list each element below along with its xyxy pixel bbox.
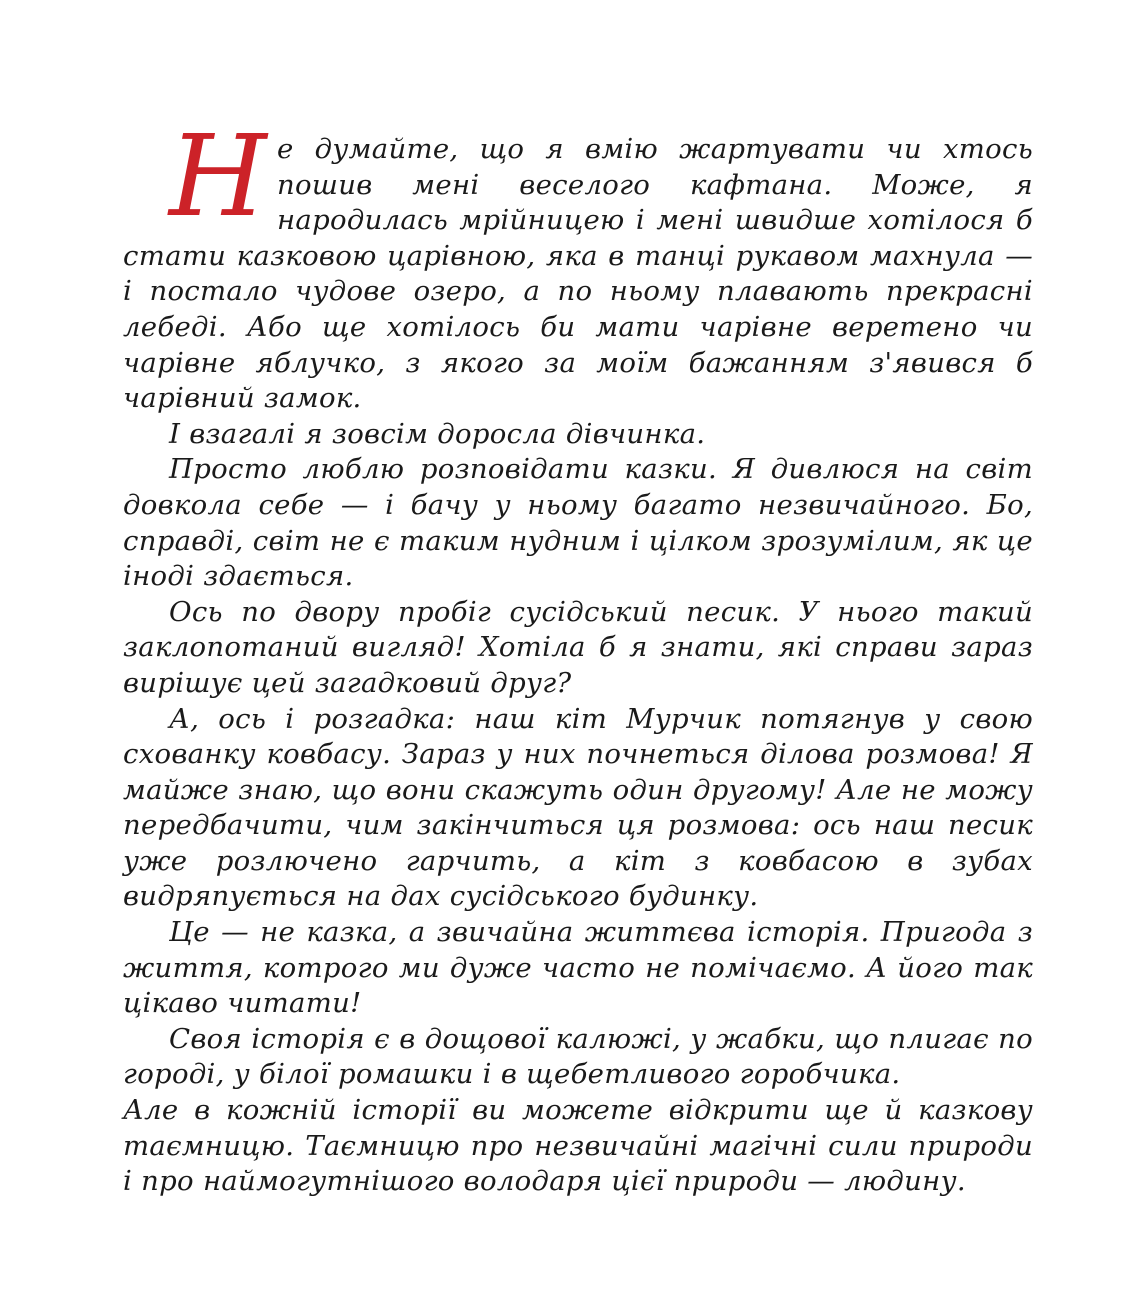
paragraph-1-text: е думайте, що я вмію жартувати чи хтось пошив мені веселого кафтана. Може, я народилась мрійницею і мені швидше хотілося б стати казковою царівною, яка в танці рукавом махнула — і постало чудове озеро, а по ньому плавають прекрасні лебеді. Або ще хотілось би мати чарівне веретено чи чарівне яблучко, з якого за моїм бажанням з'явився б чарівний замок. xyxy=(123,133,1033,415)
paragraph-8: Але в кожній історії ви можете відкрити ще й казкову таємницю. Таємницю про незвичайні магічні сили природи і про наймогутнішого володаря цієї природи — людину. xyxy=(123,1094,1033,1198)
paragraph-2: І взагалі я зовсім доросла дівчинка. xyxy=(169,417,706,450)
paragraph-7: Своя історія є в дощової калюжі, у жабки, що плигає по городі, у білої ромашки і в щебетливого горобчика. xyxy=(123,1022,1033,1091)
paragraph-4: Ось по двору пробіг сусідський песик. У нього такий заклопотаний вигляд! Хотіла б я знати, які справи зараз вирішує цей загадковий друг? xyxy=(123,595,1033,699)
paragraph-5: А, ось і розгадка: наш кіт Мурчик потягнув у свою схованку ковбасу. Зараз у них почнеться ділова розмова! Я майже знаю, що вони скажуть один другому! Але не можу передбачити, чим закінчиться ця розмова: ось наш песик уже розлючено гарчить, а кіт з ковбасою в зубах видряпується на дах сусідського будинку. xyxy=(123,702,1033,913)
paragraph-6: Це — не казка, а звичайна життєва історія. Пригода з життя, котрого ми дуже часто не помічаємо. А його так цікаво читати! xyxy=(123,916,1033,1020)
story-text xyxy=(123,112,1033,1200)
paragraph-3: Просто люблю розповідати казки. Я дивлюся на світ довкола себе — і бачу у ньому багато незвичайного. Бо, справді, світ не є таким нудним і цілком зрозумілим, як це іноді здається. xyxy=(123,453,1033,593)
paragraph-1 xyxy=(123,112,1033,417)
drop-cap-letter: Н xyxy=(169,112,267,242)
